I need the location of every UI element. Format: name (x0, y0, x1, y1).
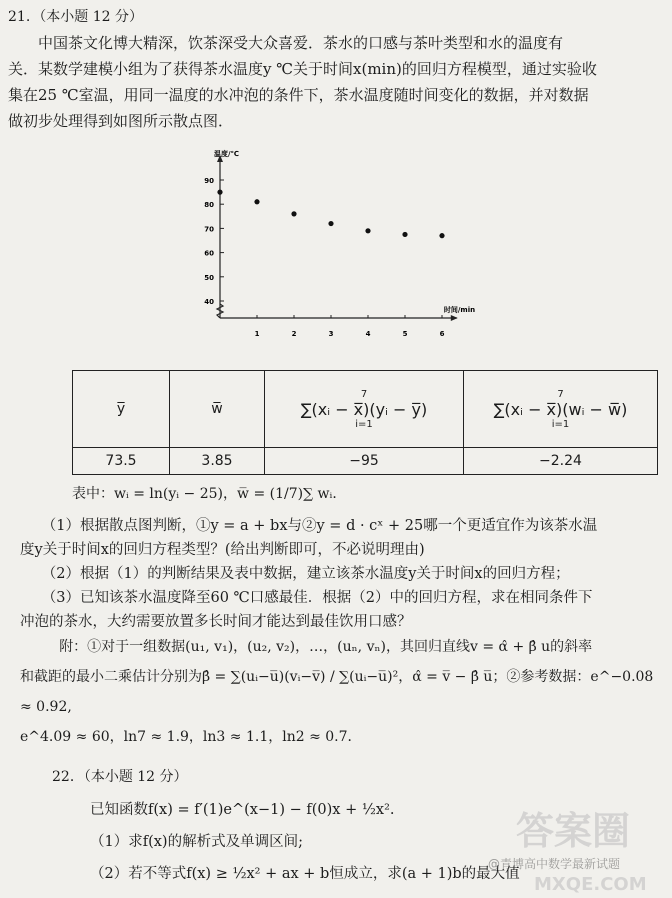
part-line: （3）已知该茶水温度降至60 ℃口感最佳．根据（2）中的回归方程，求在相同条件下 (41, 590, 593, 606)
table-value-row (73, 448, 658, 475)
sum-range-bottom: i=1 (551, 418, 570, 430)
question-22-line: （1）求f(x)的解析式及单调区间; (90, 834, 303, 850)
intro-line: 关．某数学建模小组为了获得茶水温度y ℃关于时间x(min)的回归方程模型，通过实验收 (8, 60, 597, 78)
scatter-plot (200, 150, 500, 350)
question-21-appendix (20, 632, 660, 752)
data-point (328, 221, 333, 226)
appendix-line: 附：①对于一组数据(u₁, v₁)，(u₂, v₂)，…，(uₙ, vₙ)，其回归直线v = α̂ + β̂ u的斜率 (59, 639, 593, 655)
data-point (291, 211, 296, 216)
part-line: （2）根据（1）的判断结果及表中数据，建立该茶水温度y关于时间x的回归方程； (41, 566, 570, 582)
question-21-parts (20, 514, 660, 634)
question-21-header (8, 6, 145, 26)
data-point (439, 233, 444, 238)
watermark-logo-text: 答案圈 (516, 809, 631, 853)
intro-line: 集在25 ℃室温，用同一温度的水冲泡的条件下，茶水温度随时间变化的数据，并对数据 (8, 86, 589, 104)
y-tick-label: 50 (204, 273, 214, 282)
header-y-mean: y̅ (73, 371, 170, 448)
x-tick-label: 4 (365, 330, 371, 338)
question-22-line: （2）若不等式f(x) ≥ ½x² + ax + b恒成立，求(a + 1)b的最大值 (90, 866, 520, 882)
header-sum-xw (464, 371, 658, 448)
watermark-url: MXQE.COM (534, 874, 647, 894)
part-line: 冲泡的茶水，大约需要放置多长时间才能达到最佳饮用口感？ (20, 614, 412, 630)
y-tick-label: 70 (204, 225, 214, 234)
value-sum-xy: −95 (265, 448, 464, 475)
watermark (476, 794, 666, 894)
table-note: 表中：wᵢ = ln(yᵢ − 25)，w̅ = (1/7)∑ wᵢ． (72, 486, 347, 502)
x-tick-label: 1 (254, 330, 260, 338)
data-point (365, 228, 370, 233)
x-axis-label: 时间/min (443, 306, 476, 314)
intro-line: 做初步处理得到如图所示散点图． (8, 112, 234, 130)
question-points: （本小题 12 分） (32, 9, 143, 25)
y-axis-label: 温度/℃ (214, 150, 240, 158)
appendix-line: 和截距的最小二乘估计分别为β̂ = ∑(uᵢ−u̅)(vᵢ−v̅) / ∑(uᵢ−u̅)²，α̂ = v̅ − β̂ u̅；②参考数据：e^−0.08 ≈ 0.92, (20, 669, 654, 715)
question-22-header: 22．（本小题 12 分） (52, 769, 188, 785)
sum-range-top: 7 (360, 388, 368, 400)
header-w-mean: w̅ (170, 371, 265, 448)
data-table (72, 370, 658, 475)
table-header-row (73, 371, 658, 448)
question-21-intro (8, 30, 660, 134)
x-axis-arrow (451, 315, 458, 321)
watermark-logo (476, 794, 666, 894)
sum-expression: ∑(xᵢ − x̅)(yᵢ − y̅) (300, 399, 428, 419)
y-tick-label: 80 (204, 201, 214, 210)
scatter-plot-svg (200, 150, 500, 350)
sum-range-top: 7 (557, 388, 564, 400)
header-sum-xy (265, 371, 464, 448)
sum-expression: ∑(xᵢ − x̅)(wᵢ − w̅) (493, 399, 628, 419)
question-number: 21. (8, 9, 31, 25)
x-tick-label: 3 (328, 330, 334, 338)
watermark-source: @青博高中数学最新试题 (488, 857, 621, 871)
appendix-line: e^4.09 ≈ 60，ln7 ≈ 1.9，ln3 ≈ 1.1，ln2 ≈ 0.7． (20, 729, 362, 745)
value-w-mean: 3.85 (170, 448, 265, 475)
x-tick-label: 5 (402, 330, 408, 338)
part-line: 度y关于时间x的回归方程类型？(给出判断即可，不必说明理由) (20, 542, 425, 558)
part-line: （1）根据散点图判断，①y = a + bx与②y = d · cˣ + 25哪一个更适宜作为该茶水温 (41, 518, 598, 534)
data-point (254, 199, 259, 204)
sum-range-bottom: i=1 (355, 418, 373, 430)
y-tick-label: 60 (204, 249, 214, 258)
y-tick-label: 90 (204, 177, 214, 185)
x-tick-label: 2 (291, 330, 297, 338)
data-point (217, 190, 222, 195)
intro-line: 中国茶文化博大精深，饮茶深受大众喜爱．茶水的口感与茶叶类型和水的温度有 (38, 34, 564, 52)
y-tick-label: 40 (204, 298, 214, 306)
x-tick-label: 6 (439, 330, 445, 338)
value-sum-xw: −2.24 (464, 448, 658, 475)
value-y-mean: 73.5 (73, 448, 170, 475)
question-22-line: 已知函数f(x) = f′(1)e^(x−1) − f(0)x + ½x². (90, 802, 395, 818)
data-point (402, 232, 407, 237)
